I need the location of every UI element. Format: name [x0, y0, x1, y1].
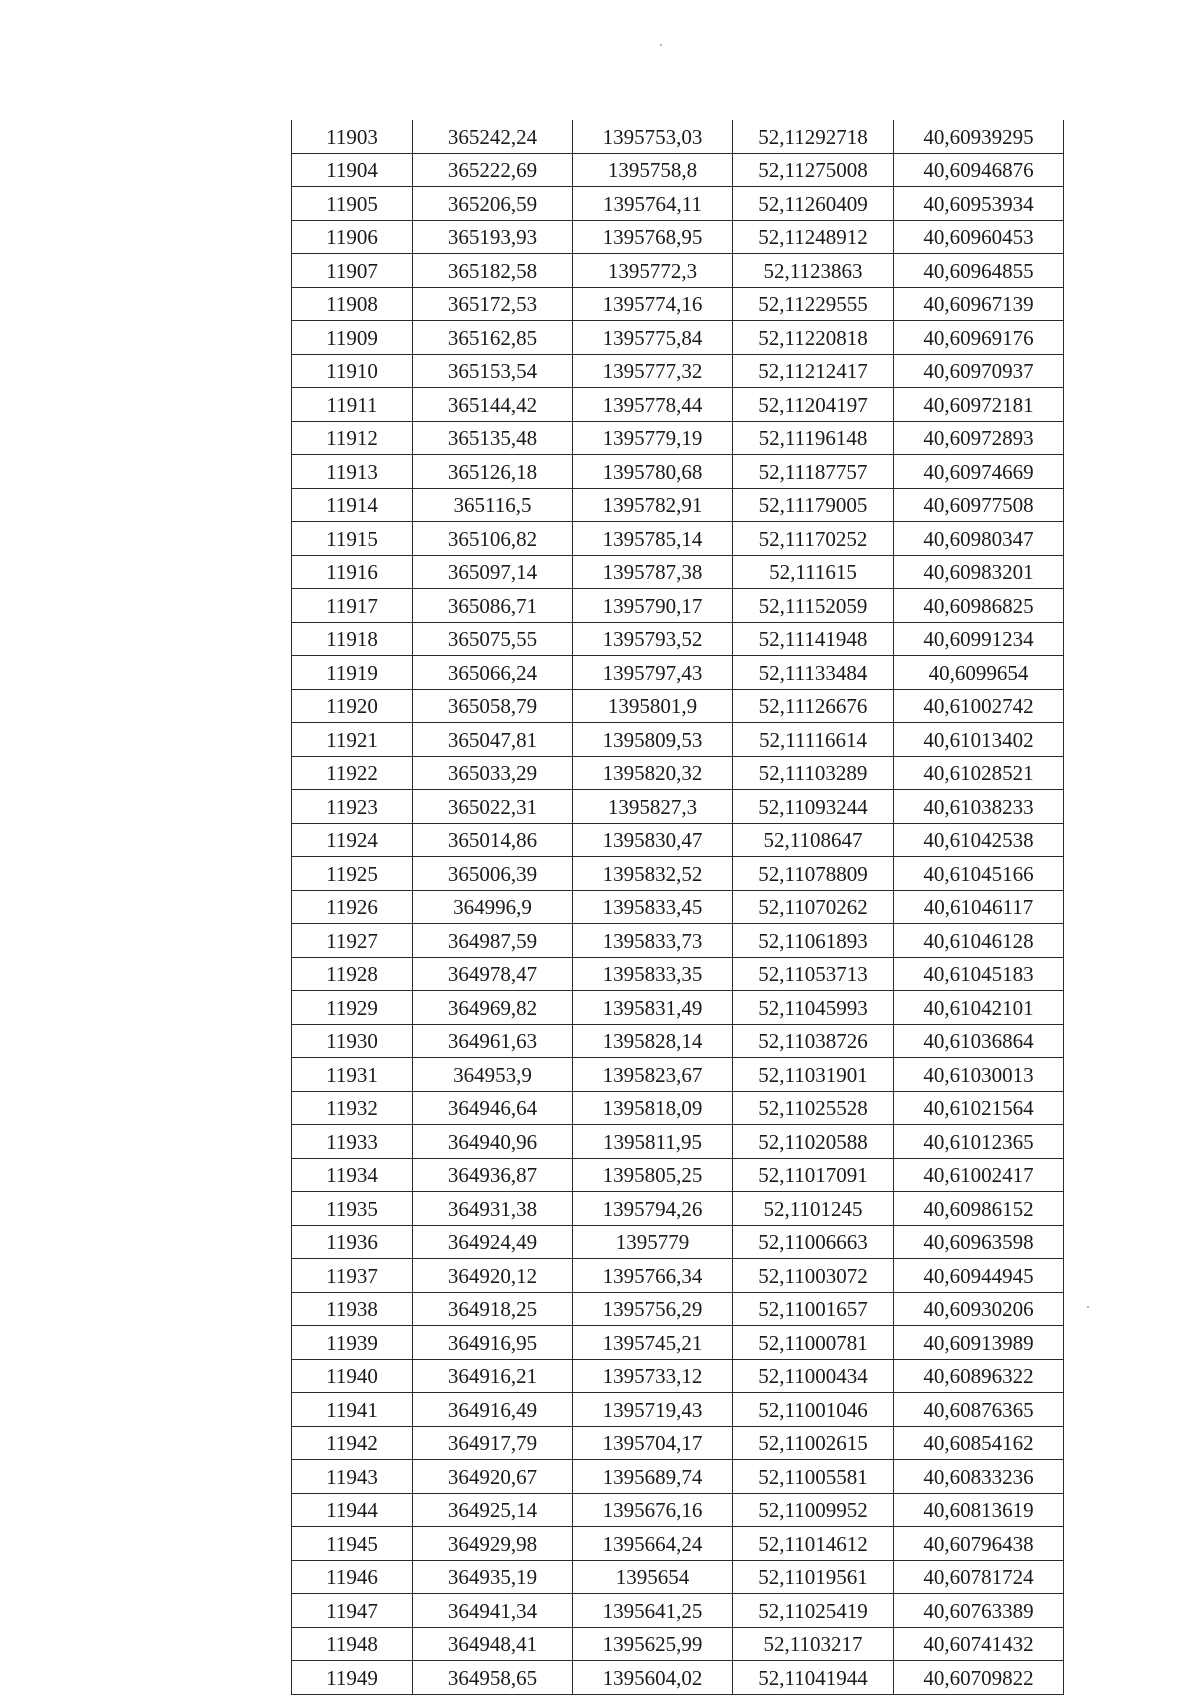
longitude-cell: 40,60986152	[894, 1192, 1064, 1226]
x-coordinate-cell: 364935,19	[413, 1560, 573, 1594]
longitude-cell: 40,60983201	[894, 555, 1064, 589]
x-coordinate-cell: 364931,38	[413, 1192, 573, 1226]
x-coordinate-cell: 365126,18	[413, 455, 573, 489]
point-number-cell: 11946	[292, 1560, 413, 1594]
point-number-cell: 11945	[292, 1527, 413, 1561]
latitude-cell: 52,11014612	[733, 1527, 894, 1561]
longitude-cell: 40,61013402	[894, 723, 1064, 757]
latitude-cell: 52,11070262	[733, 890, 894, 924]
latitude-cell: 52,11126676	[733, 689, 894, 723]
longitude-cell: 40,61028521	[894, 756, 1064, 790]
longitude-cell: 40,60930206	[894, 1292, 1064, 1326]
latitude-cell: 52,11152059	[733, 589, 894, 623]
table-row	[292, 823, 1064, 857]
point-number-cell: 11919	[292, 656, 413, 690]
longitude-cell: 40,61046117	[894, 890, 1064, 924]
longitude-cell: 40,61002742	[894, 689, 1064, 723]
table-row	[292, 187, 1064, 221]
longitude-cell: 40,60967139	[894, 287, 1064, 321]
y-coordinate-cell: 1395745,21	[573, 1326, 733, 1360]
table-row	[292, 756, 1064, 790]
y-coordinate-cell: 1395794,26	[573, 1192, 733, 1226]
point-number-cell: 11906	[292, 220, 413, 254]
x-coordinate-cell: 364940,96	[413, 1125, 573, 1159]
y-coordinate-cell: 1395823,67	[573, 1058, 733, 1092]
latitude-cell: 52,11170252	[733, 522, 894, 556]
table-row	[292, 555, 1064, 589]
table-row	[292, 589, 1064, 623]
x-coordinate-cell: 364948,41	[413, 1627, 573, 1661]
point-number-cell: 11942	[292, 1426, 413, 1460]
table-row	[292, 287, 1064, 321]
table-row	[292, 622, 1064, 656]
y-coordinate-cell: 1395790,17	[573, 589, 733, 623]
x-coordinate-cell: 365206,59	[413, 187, 573, 221]
latitude-cell: 52,11002615	[733, 1426, 894, 1460]
x-coordinate-cell: 364978,47	[413, 957, 573, 991]
x-coordinate-cell: 364946,64	[413, 1091, 573, 1125]
point-number-cell: 11904	[292, 153, 413, 187]
x-coordinate-cell: 364996,9	[413, 890, 573, 924]
x-coordinate-cell: 365242,24	[413, 120, 573, 153]
longitude-cell: 40,61002417	[894, 1158, 1064, 1192]
latitude-cell: 52,11025419	[733, 1594, 894, 1628]
y-coordinate-cell: 1395797,43	[573, 656, 733, 690]
table-row	[292, 890, 1064, 924]
x-coordinate-cell: 365135,48	[413, 421, 573, 455]
table-row	[292, 1594, 1064, 1628]
longitude-cell: 40,60939295	[894, 120, 1064, 153]
longitude-cell: 40,60741432	[894, 1627, 1064, 1661]
table-row	[292, 723, 1064, 757]
point-number-cell: 11931	[292, 1058, 413, 1092]
y-coordinate-cell: 1395778,44	[573, 388, 733, 422]
longitude-cell: 40,61045183	[894, 957, 1064, 991]
latitude-cell: 52,11001657	[733, 1292, 894, 1326]
latitude-cell: 52,11045993	[733, 991, 894, 1025]
latitude-cell: 52,11204197	[733, 388, 894, 422]
x-coordinate-cell: 364918,25	[413, 1292, 573, 1326]
longitude-cell: 40,60763389	[894, 1594, 1064, 1628]
y-coordinate-cell: 1395820,32	[573, 756, 733, 790]
table-row	[292, 1326, 1064, 1360]
longitude-cell: 40,60854162	[894, 1426, 1064, 1460]
longitude-cell: 40,60969176	[894, 321, 1064, 355]
y-coordinate-cell: 1395719,43	[573, 1393, 733, 1427]
table-row	[292, 1560, 1064, 1594]
point-number-cell: 11928	[292, 957, 413, 991]
point-number-cell: 11915	[292, 522, 413, 556]
x-coordinate-cell: 364936,87	[413, 1158, 573, 1192]
table-row	[292, 488, 1064, 522]
x-coordinate-cell: 365222,69	[413, 153, 573, 187]
x-coordinate-cell: 365047,81	[413, 723, 573, 757]
point-number-cell: 11912	[292, 421, 413, 455]
y-coordinate-cell: 1395756,29	[573, 1292, 733, 1326]
point-number-cell: 11908	[292, 287, 413, 321]
point-number-cell: 11932	[292, 1091, 413, 1125]
longitude-cell: 40,61036864	[894, 1024, 1064, 1058]
y-coordinate-cell: 1395733,12	[573, 1359, 733, 1393]
y-coordinate-cell: 1395830,47	[573, 823, 733, 857]
table-row	[292, 1292, 1064, 1326]
point-number-cell: 11914	[292, 488, 413, 522]
longitude-cell: 40,61012365	[894, 1125, 1064, 1159]
latitude-cell: 52,11260409	[733, 187, 894, 221]
table-row	[292, 220, 1064, 254]
latitude-cell: 52,11038726	[733, 1024, 894, 1058]
y-coordinate-cell: 1395831,49	[573, 991, 733, 1025]
scan-speck	[660, 44, 662, 46]
latitude-cell: 52,1101245	[733, 1192, 894, 1226]
table-row	[292, 254, 1064, 288]
x-coordinate-cell: 365066,24	[413, 656, 573, 690]
latitude-cell: 52,11078809	[733, 857, 894, 891]
longitude-cell: 40,61042538	[894, 823, 1064, 857]
table-row	[292, 522, 1064, 556]
table-row	[292, 1527, 1064, 1561]
x-coordinate-cell: 364916,21	[413, 1359, 573, 1393]
longitude-cell: 40,60970937	[894, 354, 1064, 388]
table-row	[292, 656, 1064, 690]
y-coordinate-cell: 1395811,95	[573, 1125, 733, 1159]
point-number-cell: 11916	[292, 555, 413, 589]
x-coordinate-cell: 365116,5	[413, 488, 573, 522]
point-number-cell: 11937	[292, 1259, 413, 1293]
longitude-cell: 40,60964855	[894, 254, 1064, 288]
x-coordinate-cell: 364916,95	[413, 1326, 573, 1360]
table-row	[292, 1259, 1064, 1293]
table-row	[292, 354, 1064, 388]
y-coordinate-cell: 1395777,32	[573, 354, 733, 388]
point-number-cell: 11913	[292, 455, 413, 489]
x-coordinate-cell: 364916,49	[413, 1393, 573, 1427]
point-number-cell: 11903	[292, 120, 413, 153]
table-row	[292, 1225, 1064, 1259]
latitude-cell: 52,11179005	[733, 488, 894, 522]
y-coordinate-cell: 1395654	[573, 1560, 733, 1594]
longitude-cell: 40,61046128	[894, 924, 1064, 958]
table-row	[292, 1493, 1064, 1527]
longitude-cell: 40,60991234	[894, 622, 1064, 656]
x-coordinate-cell: 364958,65	[413, 1661, 573, 1695]
point-number-cell: 11933	[292, 1125, 413, 1159]
y-coordinate-cell: 1395793,52	[573, 622, 733, 656]
y-coordinate-cell: 1395772,3	[573, 254, 733, 288]
x-coordinate-cell: 365014,86	[413, 823, 573, 857]
x-coordinate-cell: 365097,14	[413, 555, 573, 589]
point-number-cell: 11939	[292, 1326, 413, 1360]
x-coordinate-cell: 365182,58	[413, 254, 573, 288]
point-number-cell: 11930	[292, 1024, 413, 1058]
longitude-cell: 40,60913989	[894, 1326, 1064, 1360]
x-coordinate-cell: 364917,79	[413, 1426, 573, 1460]
x-coordinate-cell: 364920,67	[413, 1460, 573, 1494]
latitude-cell: 52,11103289	[733, 756, 894, 790]
x-coordinate-cell: 365033,29	[413, 756, 573, 790]
table-row	[292, 1393, 1064, 1427]
longitude-cell: 40,60953934	[894, 187, 1064, 221]
y-coordinate-cell: 1395768,95	[573, 220, 733, 254]
longitude-cell: 40,60709822	[894, 1661, 1064, 1695]
table-row	[292, 991, 1064, 1025]
latitude-cell: 52,11020588	[733, 1125, 894, 1159]
x-coordinate-cell: 365153,54	[413, 354, 573, 388]
longitude-cell: 40,60980347	[894, 522, 1064, 556]
table-row	[292, 421, 1064, 455]
y-coordinate-cell: 1395779,19	[573, 421, 733, 455]
coordinate-table	[291, 120, 1064, 1695]
table-row	[292, 857, 1064, 891]
table-row	[292, 689, 1064, 723]
table-row	[292, 924, 1064, 958]
y-coordinate-cell: 1395809,53	[573, 723, 733, 757]
latitude-cell: 52,1123863	[733, 254, 894, 288]
latitude-cell: 52,11031901	[733, 1058, 894, 1092]
x-coordinate-cell: 365106,82	[413, 522, 573, 556]
x-coordinate-cell: 365162,85	[413, 321, 573, 355]
longitude-cell: 40,60974669	[894, 455, 1064, 489]
latitude-cell: 52,11017091	[733, 1158, 894, 1192]
table-row	[292, 1058, 1064, 1092]
point-number-cell: 11949	[292, 1661, 413, 1695]
y-coordinate-cell: 1395828,14	[573, 1024, 733, 1058]
latitude-cell: 52,11275008	[733, 153, 894, 187]
y-coordinate-cell: 1395818,09	[573, 1091, 733, 1125]
latitude-cell: 52,11187757	[733, 455, 894, 489]
y-coordinate-cell: 1395801,9	[573, 689, 733, 723]
table-row	[292, 455, 1064, 489]
longitude-cell: 40,60876365	[894, 1393, 1064, 1427]
longitude-cell: 40,60896322	[894, 1359, 1064, 1393]
table-row	[292, 1426, 1064, 1460]
x-coordinate-cell: 364924,49	[413, 1225, 573, 1259]
coordinate-table-body	[292, 120, 1064, 1694]
point-number-cell: 11926	[292, 890, 413, 924]
latitude-cell: 52,11141948	[733, 622, 894, 656]
latitude-cell: 52,111615	[733, 555, 894, 589]
latitude-cell: 52,11019561	[733, 1560, 894, 1594]
y-coordinate-cell: 1395604,02	[573, 1661, 733, 1695]
table-row	[292, 321, 1064, 355]
x-coordinate-cell: 365086,71	[413, 589, 573, 623]
x-coordinate-cell: 364929,98	[413, 1527, 573, 1561]
latitude-cell: 52,11053713	[733, 957, 894, 991]
latitude-cell: 52,11001046	[733, 1393, 894, 1427]
y-coordinate-cell: 1395676,16	[573, 1493, 733, 1527]
longitude-cell: 40,60972181	[894, 388, 1064, 422]
longitude-cell: 40,60977508	[894, 488, 1064, 522]
longitude-cell: 40,61030013	[894, 1058, 1064, 1092]
table-row	[292, 120, 1064, 153]
latitude-cell: 52,11196148	[733, 421, 894, 455]
table-row	[292, 388, 1064, 422]
longitude-cell: 40,60781724	[894, 1560, 1064, 1594]
point-number-cell: 11909	[292, 321, 413, 355]
x-coordinate-cell: 364987,59	[413, 924, 573, 958]
latitude-cell: 52,11212417	[733, 354, 894, 388]
y-coordinate-cell: 1395775,84	[573, 321, 733, 355]
y-coordinate-cell: 1395833,73	[573, 924, 733, 958]
point-number-cell: 11941	[292, 1393, 413, 1427]
point-number-cell: 11938	[292, 1292, 413, 1326]
point-number-cell: 11917	[292, 589, 413, 623]
y-coordinate-cell: 1395782,91	[573, 488, 733, 522]
table-row	[292, 1125, 1064, 1159]
y-coordinate-cell: 1395780,68	[573, 455, 733, 489]
table-row	[292, 1661, 1064, 1695]
x-coordinate-cell: 365075,55	[413, 622, 573, 656]
y-coordinate-cell: 1395833,35	[573, 957, 733, 991]
y-coordinate-cell: 1395785,14	[573, 522, 733, 556]
point-number-cell: 11921	[292, 723, 413, 757]
latitude-cell: 52,11220818	[733, 321, 894, 355]
y-coordinate-cell: 1395758,8	[573, 153, 733, 187]
longitude-cell: 40,61042101	[894, 991, 1064, 1025]
table-row	[292, 790, 1064, 824]
latitude-cell: 52,11292718	[733, 120, 894, 153]
y-coordinate-cell: 1395832,52	[573, 857, 733, 891]
longitude-cell: 40,60986825	[894, 589, 1064, 623]
point-number-cell: 11936	[292, 1225, 413, 1259]
y-coordinate-cell: 1395766,34	[573, 1259, 733, 1293]
y-coordinate-cell: 1395805,25	[573, 1158, 733, 1192]
latitude-cell: 52,11116614	[733, 723, 894, 757]
x-coordinate-cell: 365058,79	[413, 689, 573, 723]
table-row	[292, 153, 1064, 187]
latitude-cell: 52,11000434	[733, 1359, 894, 1393]
y-coordinate-cell: 1395625,99	[573, 1627, 733, 1661]
table-row	[292, 957, 1064, 991]
point-number-cell: 11923	[292, 790, 413, 824]
longitude-cell: 40,60944945	[894, 1259, 1064, 1293]
latitude-cell: 52,11061893	[733, 924, 894, 958]
latitude-cell: 52,11229555	[733, 287, 894, 321]
latitude-cell: 52,1108647	[733, 823, 894, 857]
x-coordinate-cell: 365006,39	[413, 857, 573, 891]
x-coordinate-cell: 364969,82	[413, 991, 573, 1025]
latitude-cell: 52,11005581	[733, 1460, 894, 1494]
latitude-cell: 52,11009952	[733, 1493, 894, 1527]
x-coordinate-cell: 365172,53	[413, 287, 573, 321]
x-coordinate-cell: 364941,34	[413, 1594, 573, 1628]
y-coordinate-cell: 1395641,25	[573, 1594, 733, 1628]
latitude-cell: 52,11000781	[733, 1326, 894, 1360]
point-number-cell: 11905	[292, 187, 413, 221]
longitude-cell: 40,61021564	[894, 1091, 1064, 1125]
latitude-cell: 52,1103217	[733, 1627, 894, 1661]
y-coordinate-cell: 1395764,11	[573, 187, 733, 221]
point-number-cell: 11927	[292, 924, 413, 958]
y-coordinate-cell: 1395689,74	[573, 1460, 733, 1494]
point-number-cell: 11944	[292, 1493, 413, 1527]
latitude-cell: 52,11093244	[733, 790, 894, 824]
point-number-cell: 11920	[292, 689, 413, 723]
table-row	[292, 1024, 1064, 1058]
point-number-cell: 11948	[292, 1627, 413, 1661]
y-coordinate-cell: 1395774,16	[573, 287, 733, 321]
x-coordinate-cell: 364961,63	[413, 1024, 573, 1058]
point-number-cell: 11910	[292, 354, 413, 388]
y-coordinate-cell: 1395753,03	[573, 120, 733, 153]
latitude-cell: 52,11248912	[733, 220, 894, 254]
latitude-cell: 52,11041944	[733, 1661, 894, 1695]
latitude-cell: 52,11003072	[733, 1259, 894, 1293]
table-row	[292, 1192, 1064, 1226]
longitude-cell: 40,61038233	[894, 790, 1064, 824]
y-coordinate-cell: 1395704,17	[573, 1426, 733, 1460]
point-number-cell: 11911	[292, 388, 413, 422]
point-number-cell: 11940	[292, 1359, 413, 1393]
scan-speck	[1087, 1306, 1089, 1308]
x-coordinate-cell: 364920,12	[413, 1259, 573, 1293]
longitude-cell: 40,60946876	[894, 153, 1064, 187]
point-number-cell: 11918	[292, 622, 413, 656]
table-row	[292, 1460, 1064, 1494]
table-row	[292, 1091, 1064, 1125]
point-number-cell: 11929	[292, 991, 413, 1025]
x-coordinate-cell: 365193,93	[413, 220, 573, 254]
latitude-cell: 52,11006663	[733, 1225, 894, 1259]
longitude-cell: 40,60963598	[894, 1225, 1064, 1259]
x-coordinate-cell: 364953,9	[413, 1058, 573, 1092]
longitude-cell: 40,60833236	[894, 1460, 1064, 1494]
longitude-cell: 40,60813619	[894, 1493, 1064, 1527]
y-coordinate-cell: 1395779	[573, 1225, 733, 1259]
point-number-cell: 11947	[292, 1594, 413, 1628]
table-row	[292, 1627, 1064, 1661]
point-number-cell: 11907	[292, 254, 413, 288]
point-number-cell: 11925	[292, 857, 413, 891]
longitude-cell: 40,61045166	[894, 857, 1064, 891]
longitude-cell: 40,60972893	[894, 421, 1064, 455]
point-number-cell: 11934	[292, 1158, 413, 1192]
table-row	[292, 1158, 1064, 1192]
point-number-cell: 11922	[292, 756, 413, 790]
longitude-cell: 40,6099654	[894, 656, 1064, 690]
point-number-cell: 11935	[292, 1192, 413, 1226]
x-coordinate-cell: 365144,42	[413, 388, 573, 422]
point-number-cell: 11943	[292, 1460, 413, 1494]
point-number-cell: 11924	[292, 823, 413, 857]
x-coordinate-cell: 364925,14	[413, 1493, 573, 1527]
y-coordinate-cell: 1395827,3	[573, 790, 733, 824]
y-coordinate-cell: 1395787,38	[573, 555, 733, 589]
y-coordinate-cell: 1395664,24	[573, 1527, 733, 1561]
y-coordinate-cell: 1395833,45	[573, 890, 733, 924]
longitude-cell: 40,60960453	[894, 220, 1064, 254]
table-row	[292, 1359, 1064, 1393]
latitude-cell: 52,11025528	[733, 1091, 894, 1125]
x-coordinate-cell: 365022,31	[413, 790, 573, 824]
longitude-cell: 40,60796438	[894, 1527, 1064, 1561]
latitude-cell: 52,11133484	[733, 656, 894, 690]
